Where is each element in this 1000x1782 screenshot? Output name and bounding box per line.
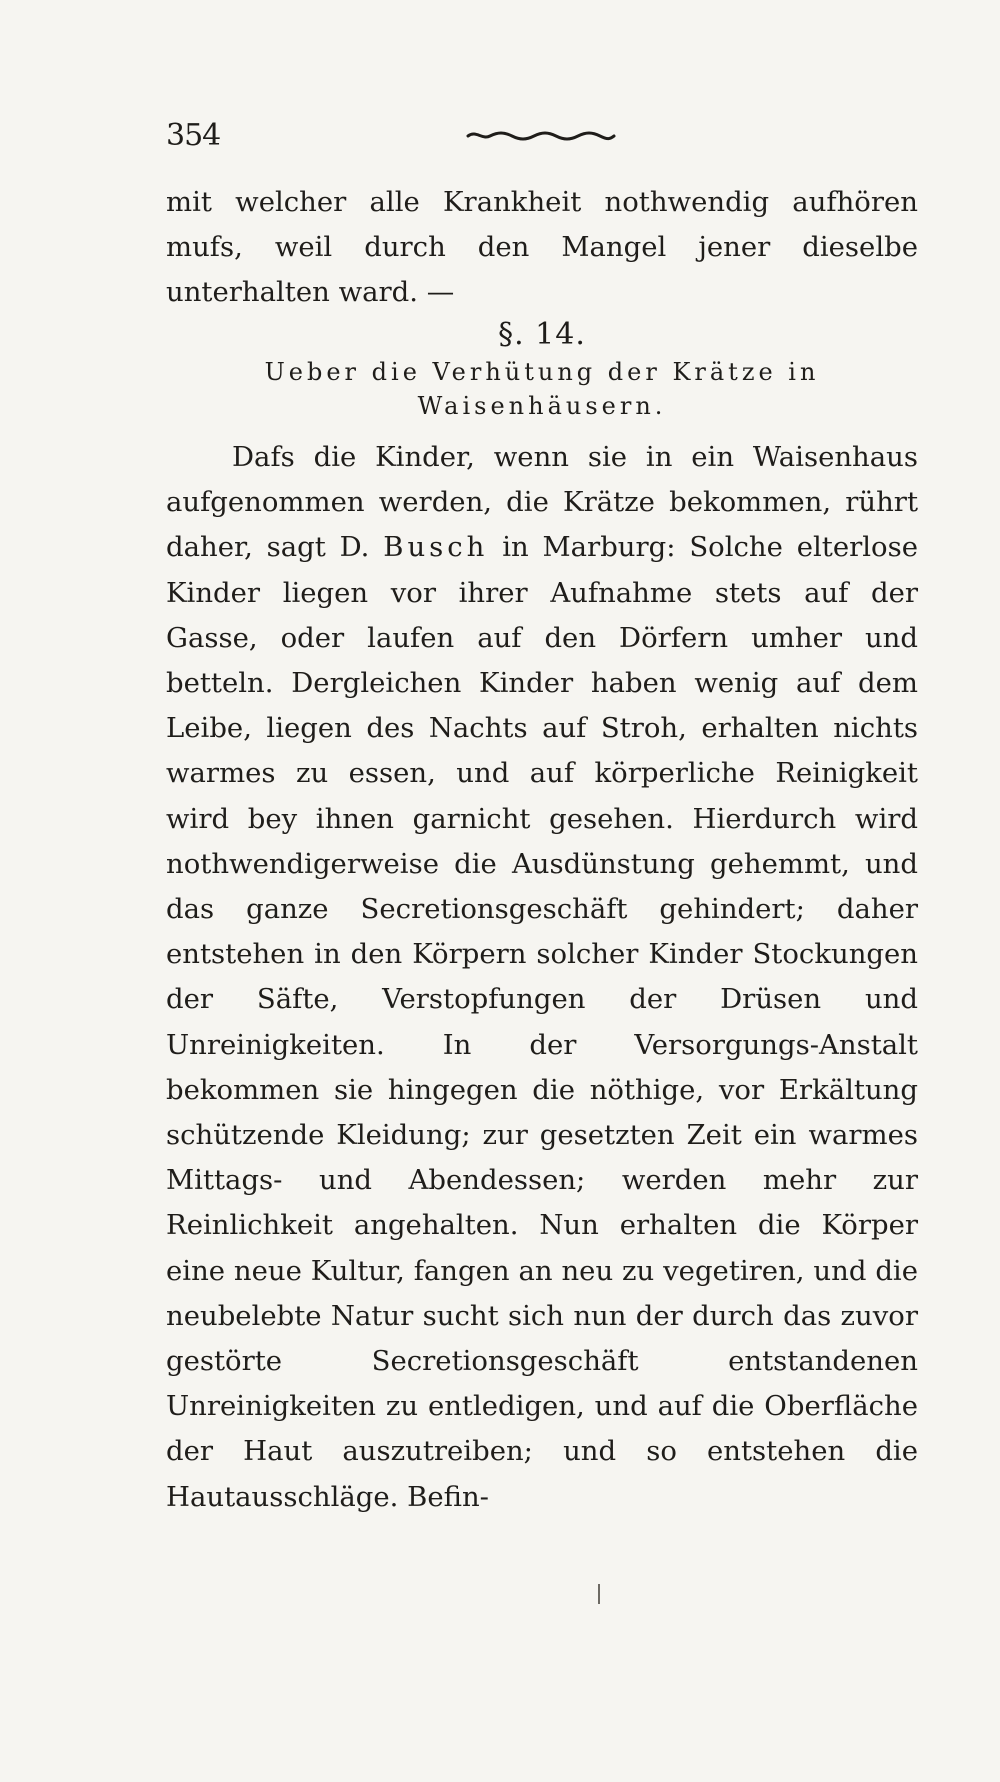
paragraph-text-start: Dafs die Kinder, wenn sie in ein Waisenhaus aufgenommen werden, die Krätze bekommen, rührt daher, sagt D.: [166, 441, 918, 564]
printed-mark: [598, 1584, 600, 1604]
page-content: [166, 180, 918, 1520]
author-name: Busch: [383, 531, 489, 564]
paragraph-text-end: in Marburg: Solche elterlose Kinder liegen vor ihrer Aufnahme stets auf der Gasse, oder laufen auf den Dörfern umher und betteln. Dergleichen Kinder haben wenig auf dem Leibe, liegen des Nachts auf Stroh, erhalten nichts warmes zu essen, und auf körperliche Reinigkeit wird bey ihnen garnicht gesehen. Hierdurch wird nothwendigerweise die Ausdünstung gehemmt, und das ganze Secretionsgeschäft gehindert; daher entstehen in den Körpern solcher Kinder Stockungen der Säfte, Verstopfungen der Drüsen und Unreinigkeiten. In der Versorgungs-Anstalt bekommen sie hingegen die nöthige, vor Erkältung schützende Kleidung; zur gesetzten Zeit ein warmes Mittags- und Abendessen; werden mehr zur Reinlichkeit angehalten. Nun erhalten die Körper eine neue Kultur, fangen an neu zu vegetiren, und die neubelebte Natur sucht sich nun der durch das zuvor gestörte Secretionsgeschäft entstandenen Unreinigkeiten zu entledigen, und auf die Oberfläche der Haut auszutreiben; und so entstehen die Hautausschläge. Befin-: [166, 531, 918, 1513]
section-number: §. 14.: [498, 317, 586, 352]
page-number: 354: [166, 118, 221, 153]
intro-paragraph: mit welcher alle Krankheit nothwendig aufhören mufs, weil durch den Mangel jener dieselbe unterhalten ward. —: [166, 186, 918, 308]
decorative-ornament-icon: [466, 126, 616, 146]
page-header: [166, 118, 926, 158]
main-paragraph: [166, 435, 918, 1520]
section-heading: Ueber die Verhütung der Krätze in Waisenhäusern.: [264, 358, 820, 420]
